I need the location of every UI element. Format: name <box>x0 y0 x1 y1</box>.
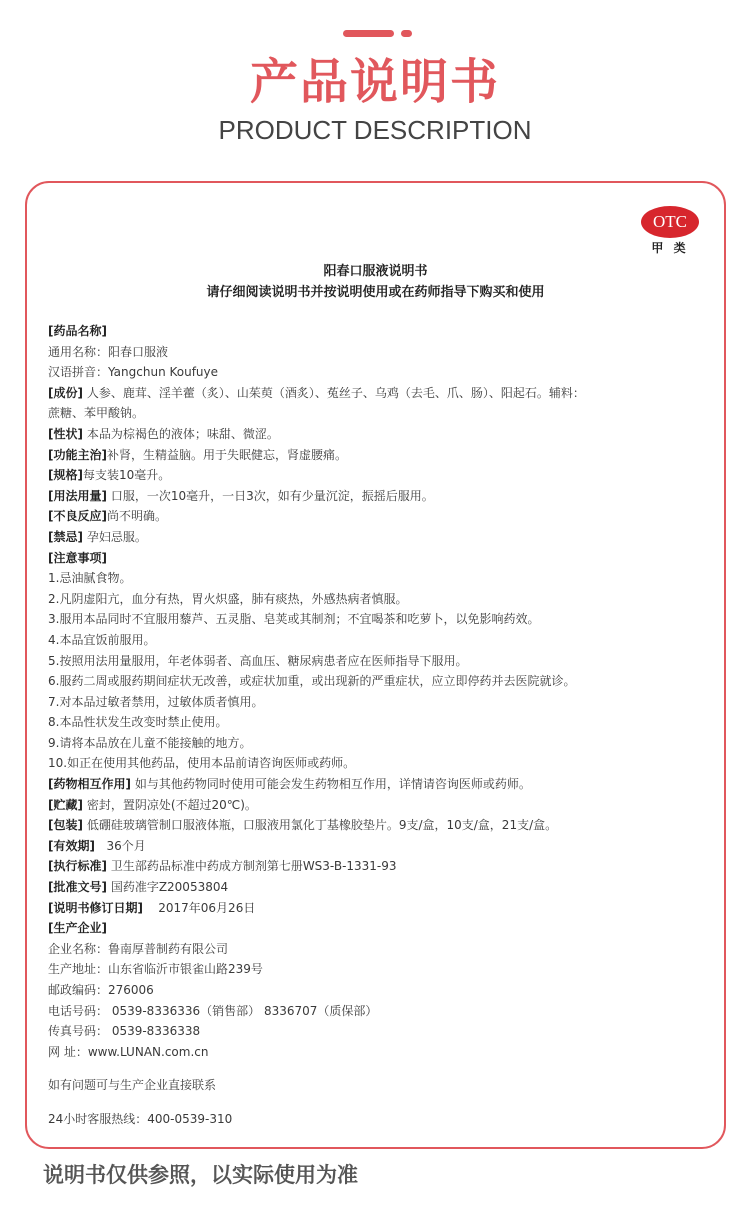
section-label: [执行标准] <box>48 859 107 874</box>
section-validity <box>48 836 708 857</box>
section-standard <box>48 856 708 877</box>
section-text: 补肾，生精益脑。用于失眠健忘，肾虚腰痛。 <box>106 447 347 462</box>
section-label: [功能主治] <box>48 447 107 462</box>
section-storage <box>48 795 708 816</box>
precaution-item: 9.请将本品放在儿童不能接触的地方。 <box>48 735 252 750</box>
precaution-item: 7.对本品过敏者禁用，过敏体质者慎用。 <box>48 694 264 709</box>
document-subtitle: 请仔细阅读说明书并按说明使用或在药师指导下购买和使用 <box>206 285 545 300</box>
section-label: [药品名称] <box>48 324 107 338</box>
section-label: [不良反应] <box>48 509 107 524</box>
section-precautions <box>48 548 708 569</box>
decorative-bar <box>343 30 394 37</box>
company-name: 企业名称：鲁南厚普制药有限公司 <box>48 941 229 956</box>
instruction-card <box>25 181 726 1149</box>
disclaimer-note: 说明书仅供参照，以实际使用为准 <box>43 1163 358 1187</box>
precaution-item: 3.服用本品同时不宜服用藜芦、五灵脂、皂荚或其制剂；不宜喝茶和吃萝卜，以免影响药效。 <box>48 612 540 627</box>
section-text: 36个月 <box>106 838 146 853</box>
section-specification <box>48 465 708 486</box>
section-label: [药物相互作用] <box>48 777 131 792</box>
pinyin-name: 汉语拼音：Yangchun Koufuye <box>48 365 219 380</box>
section-drug-name <box>48 321 708 342</box>
section-text: 密封，置阴凉处(不超过20℃)。 <box>86 797 257 812</box>
page-subtitle: PRODUCT DESCRIPTION <box>218 115 532 145</box>
section-function <box>48 445 708 466</box>
company-address: 生产地址：山东省临沂市银雀山路239号 <box>48 962 263 977</box>
precaution-item: 5.按照用法用量服用，年老体弱者、高血压、糖尿病患者应在医师指导下服用。 <box>48 653 468 668</box>
section-character <box>48 424 708 445</box>
section-usage <box>48 486 708 507</box>
precaution-item: 6.服药二周或服药期间症状无改善，或症状加重，或出现新的严重症状，应立即停药并去医院就诊。 <box>48 674 576 689</box>
section-text: 本品为棕褐色的液体；味甜、微涩。 <box>86 426 279 441</box>
hotline: 24小时客服热线：400-0539-310 <box>48 1111 233 1126</box>
section-label: [注意事项] <box>48 550 107 565</box>
section-label: [有效期] <box>48 838 95 853</box>
precaution-item: 2.凡阴虚阳亢，血分有热，胃火炽盛，肺有痰热，外感热病者慎服。 <box>48 591 408 606</box>
section-text: 人参、鹿茸、淫羊藿（炙）、山茱萸（酒炙）、菟丝子、乌鸡（去毛、爪、肠）、阳起石。辅料： <box>86 385 585 400</box>
section-label: [说明书修订日期] <box>48 900 143 915</box>
section-label: [生产企业] <box>48 921 107 936</box>
precaution-item: 10.如正在使用其他药品，使用本品前请咨询医师或药师。 <box>48 756 356 771</box>
section-approval-number <box>48 877 708 898</box>
section-manufacturer <box>48 918 708 939</box>
document-title: 阳春口服液说明书 <box>323 264 428 279</box>
ingredients-continued: 蔗糖、苯甲酸钠。 <box>48 406 145 421</box>
phone-number: 电话号码： 0539-8336336（销售部） 8336707（质保部） <box>48 1003 378 1018</box>
contact-note: 如有问题可与生产企业直接联系 <box>48 1078 217 1093</box>
generic-name: 通用名称：阳春口服液 <box>48 344 169 359</box>
precaution-item: 1.忌油腻食物。 <box>48 571 132 586</box>
section-label: [贮藏] <box>48 797 83 812</box>
section-label: [用法用量] <box>48 488 107 503</box>
section-package <box>48 815 708 836</box>
section-label: [批准文号] <box>48 880 107 895</box>
section-text: 卫生部药品标准中药成方制剂第七册WS3-B-1331-93 <box>110 859 397 874</box>
page-title: 产品说明书 <box>249 54 500 110</box>
section-text: 每支装10毫升。 <box>82 468 171 483</box>
fax-number: 传真号码： 0539-8336338 <box>48 1024 201 1039</box>
otc-category-label: 甲 类 <box>651 241 689 255</box>
otc-badge: OTC <box>641 206 699 238</box>
website: 网 址：www.LUNAN.com.cn <box>48 1044 209 1059</box>
section-text: 孕妇忌服。 <box>86 529 147 544</box>
section-text: 国药准字Z20053804 <box>110 880 229 895</box>
section-text: 如与其他药物同时使用可能会发生药物相互作用，详情请咨询医师或药师。 <box>134 777 531 792</box>
instruction-content <box>48 321 708 1130</box>
section-text: 低硼硅玻璃管制口服液体瓶，口服液用氯化丁基橡胶垫片。9支/盒，10支/盒，21支/盒。 <box>86 818 558 833</box>
section-drug-interactions <box>48 774 708 795</box>
postcode: 邮政编码：276006 <box>48 983 154 997</box>
precaution-item: 8.本品性状发生改变时禁止使用。 <box>48 715 228 730</box>
section-text: 尚不明确。 <box>106 509 167 524</box>
decorative-dot <box>401 30 412 37</box>
section-label: [包装] <box>48 818 83 833</box>
section-adverse-reactions <box>48 506 708 527</box>
section-contraindications <box>48 527 708 548</box>
section-revision-date <box>48 898 708 919</box>
section-ingredients <box>48 383 708 404</box>
section-label: [成份] <box>48 385 83 400</box>
section-label: [禁忌] <box>48 529 83 544</box>
section-label: [规格] <box>48 468 83 483</box>
section-text: 2017年06月26日 <box>158 900 256 915</box>
section-text: 口服，一次10毫升，一日3次，如有少量沉淀，振摇后服用。 <box>110 488 434 503</box>
section-label: [性状] <box>48 426 83 441</box>
precaution-item: 4.本品宜饭前服用。 <box>48 632 156 647</box>
